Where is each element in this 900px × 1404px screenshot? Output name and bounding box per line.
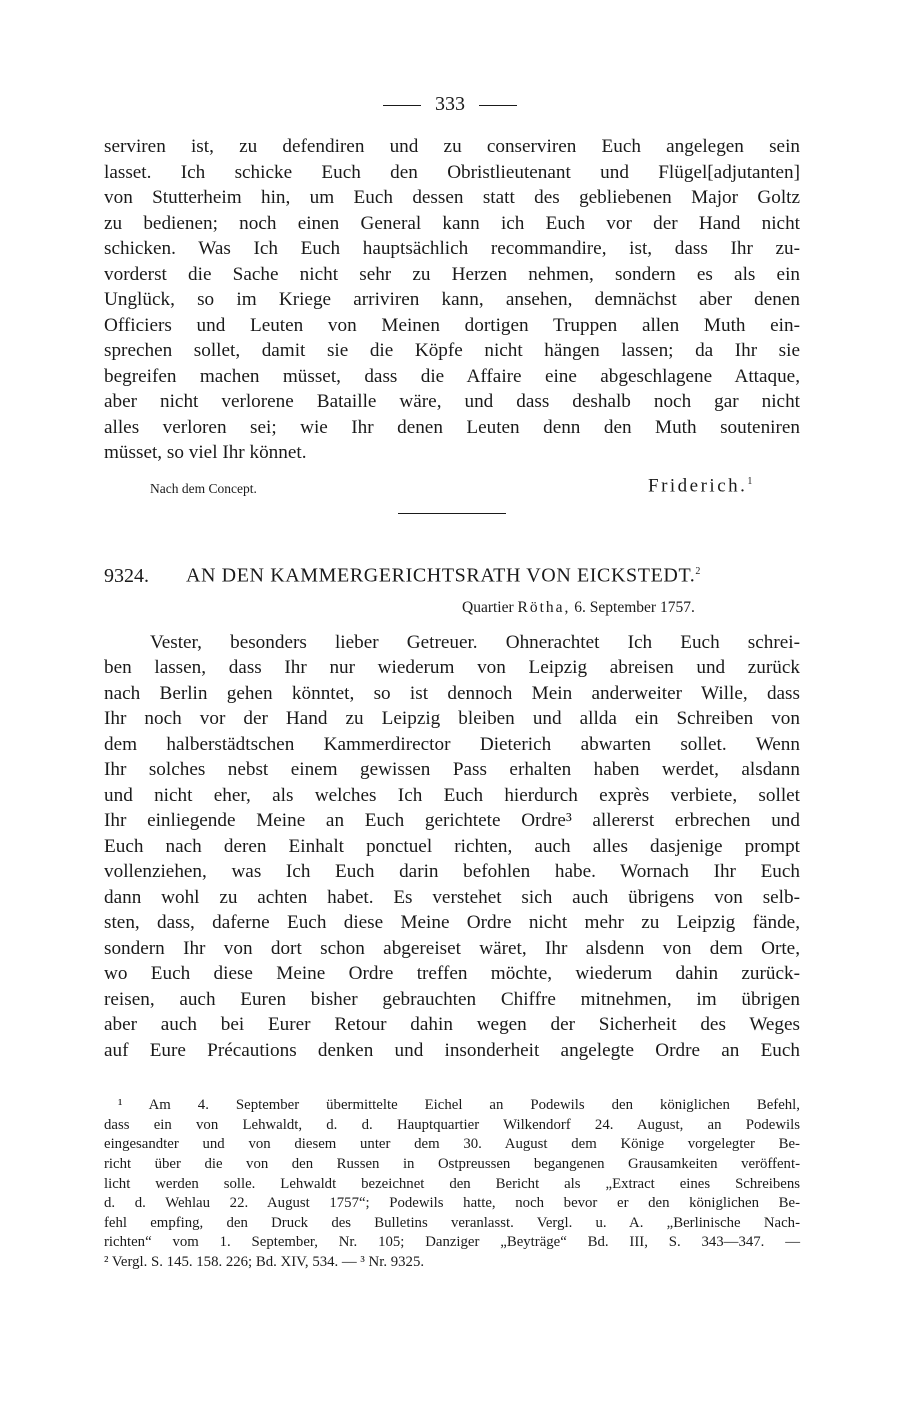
signature	[648, 470, 752, 498]
dateline-prefix: Quartier	[462, 599, 514, 616]
text-line: aber nicht verlorene Bataille wäre, und dass deshalb noch gar nicht	[104, 391, 800, 412]
text-line: zu bedienen; noch einen General kann ich Euch vor der Hand nicht	[104, 213, 800, 234]
dateline	[462, 598, 695, 618]
footnote-ref: 2	[695, 566, 701, 577]
text-line: dann wohl zu achten habet. Es verstehet sich auch übrigens von selb-	[104, 887, 800, 908]
footnote-line: richt über die von den Russen in Ostpreussen begangenen Grausamkeiten veröffent-	[104, 1156, 800, 1172]
text-line: auf Eure Précautions denken und insonderheit angelegte Ordre an Euch	[104, 1040, 800, 1061]
text-line: müsset, so viel Ihr könnet.	[104, 442, 307, 463]
text-line: Ihr solches nebst einem gewissen Pass erhalten haben werdet, alsdann	[104, 759, 800, 780]
footnote-line: fehl empfing, den Druck des Bulletins veranlasst. Vergl. u. A. „Berlinische Nach-	[104, 1215, 800, 1231]
text-line: Vester, besonders lieber Getreuer. Ohnerachtet Ich Euch schrei-	[150, 632, 800, 653]
page-number-dash-left	[383, 105, 421, 106]
footnote-line: dass ein von Lehwaldt, d. d. Hauptquartier Wilkendorf 24. August, an Podewils	[104, 1117, 800, 1133]
text-line: Ihr einliegende Meine an Euch gerichtete Ordre³ allererst erbrechen und	[104, 810, 800, 831]
text-line: und nicht eher, als welches Ich Euch hierdurch exprès verbiete, sollet	[104, 785, 800, 806]
text-line: schicken. Was Ich Euch hauptsächlich recommandire, ist, dass Ihr zu-	[104, 238, 800, 259]
text-line: reisen, auch Euren bisher gebrauchten Chiffre mitnehmen, im übrigen	[104, 989, 800, 1010]
footnote-line: ² Vergl. S. 145. 158. 226; Bd. XIV, 534. — ³ Nr. 9325.	[104, 1254, 425, 1270]
text-line: sten, dass, daferne Euch diese Meine Ordre nicht mehr zu Leipzig fände,	[104, 912, 800, 933]
text-line: dem halberstädtschen Kammerdirector Dieterich abwarten sollet. Wenn	[104, 734, 800, 755]
text-line: lasset. Ich schicke Euch den Obristlieutenant und Flügel[adjutanten]	[104, 162, 800, 183]
page-number	[0, 91, 900, 117]
text-line: Ihr noch vor der Hand zu Leipzig bleiben und allda ein Schreiben von	[104, 708, 800, 729]
text-line: vorderst die Sache nicht sehr zu Herzen nehmen, sondern es als ein	[104, 264, 800, 285]
text-line: sprechen sollet, damit sie die Köpfe nicht hängen lassen; da Ihr sie	[104, 340, 800, 361]
footnote-line: ¹ Am 4. September übermittelte Eichel an Podewils den königlichen Befehl,	[118, 1097, 800, 1113]
text-line: serviren ist, zu defendiren und zu conserviren Euch angelegen sein	[104, 136, 800, 157]
dateline-date: 6. September 1757.	[574, 599, 695, 616]
letter-number: 9324.	[104, 564, 149, 587]
dateline-place: Rötha,	[517, 599, 571, 616]
text-line: Euch nach deren Einhalt ponctuel richten, auch alles dasjenige prompt	[104, 836, 800, 857]
text-line: Unglück, so im Kriege arriviren kann, ansehen, demnächst aber denen	[104, 289, 800, 310]
letter-heading	[104, 559, 804, 589]
text-line: vollenziehen, was Ich Euch darin befohlen habe. Wornach Ihr Euch	[104, 861, 800, 882]
text-line: wo Euch diese Meine Ordre treffen möchte, wiederum dahin zurück-	[104, 963, 800, 984]
text-line: nach Berlin gehen könntet, so ist dennoch Mein anderweiter Wille, dass	[104, 683, 800, 704]
source-note: Nach dem Concept.	[150, 481, 257, 496]
footnote-ref: 1	[747, 476, 753, 487]
signature-text: Friderich.	[648, 475, 748, 497]
page-number-dash-right	[479, 105, 517, 106]
text-line: alles verloren sei; wie Ihr denen Leuten denn den Muth souteniren	[104, 417, 800, 438]
section-divider	[398, 513, 506, 514]
page-number-text: 333	[435, 93, 465, 115]
footnote-line: richten“ vom 1. September, Nr. 105; Danziger „Beyträge“ Bd. III, S. 343—347. —	[104, 1234, 800, 1250]
text-line: ben lassen, dass Ihr nur wiederum von Leipzig abreisen und zurück	[104, 657, 800, 678]
text-line: begreifen machen müsset, dass die Affaire eine abgeschlagene Attaque,	[104, 366, 800, 387]
text-line: Officiers und Leuten von Meinen dortigen Truppen allen Muth ein-	[104, 315, 800, 336]
letter-title: AN DEN KAMMERGERICHTSRATH VON EICKSTEDT.	[186, 564, 696, 587]
footnote-line: licht werden solle. Lehwaldt bezeichnet den Bericht als „Extract eines Schreibens	[104, 1176, 800, 1192]
footnote-line: d. d. Wehlau 22. August 1757“; Podewils hatte, noch bevor er den königlichen Be-	[104, 1195, 800, 1211]
text-line: von Stutterheim hin, um Euch dessen statt des gebliebenen Major Goltz	[104, 187, 800, 208]
text-line: aber auch bei Eurer Retour dahin wegen der Sicherheit des Weges	[104, 1014, 800, 1035]
footnote-line: eingesandter und von diesem unter dem 30. August dem Könige vorgelegter Be-	[104, 1136, 800, 1152]
text-line: sondern Ihr von dort schon abgereiset wäret, Ihr alsdenn von dem Orte,	[104, 938, 800, 959]
